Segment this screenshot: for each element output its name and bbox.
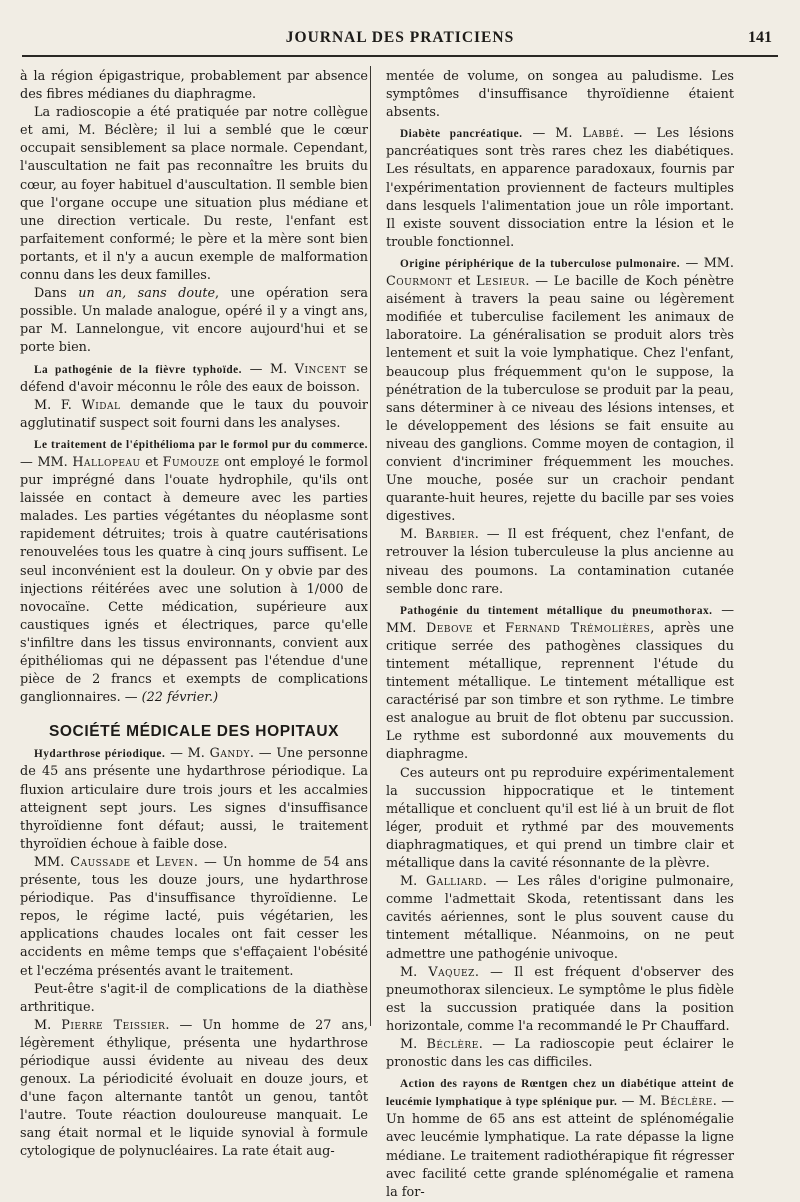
author-name: Widal (81, 397, 121, 413)
author-name: Vaquez (428, 964, 475, 980)
paragraph: M. Galliard. — Les râles d'origine pulmonaire, comme l'admettait Skoda, retentissant dans les cavités aériennes, sont le plus souvent cause du tintement métallique. Néanmoins, on ne peut admettre une pathogénie univoque. (386, 874, 734, 962)
paragraph: Ces auteurs ont pu reproduire expérimentalement la succussion hippocratique et le tintement métallique et concluent qu'il est lié à un bruit de flot léger, produit et rythmé par des mouvements diaphragmatiques, et qui prend un timbre clair et métallique dans la cavité résonnante de la plèvre. (386, 765, 734, 872)
author-name: Vincent (294, 361, 347, 377)
paragraph: M. Vaquez. — Il est fréquent d'observer des pneumothorax silencieux. Le symptôme le plus fidèle est la succussion pratiquée dans la position horizontale, comme l'a recommandé le Pr Chauffard. (386, 964, 734, 1034)
article-heading: La pathogénie de la fièvre typhoïde. (34, 363, 242, 376)
article-diabete: Diabète pancréatique. — M. Labbé. — Les lésions pancréatiques sont très rares chez les diabétiques. Les résultats, en apparence paradoxaux, fournis par l'expérimentation proviennent de facteurs multiples dans lesquels l'alimentation joue un rôle important. Il existe souvent dissociation entre la lésion et le trouble fonctionnel. (386, 126, 734, 250)
article-heading: Hydarthrose périodique. (34, 748, 166, 761)
right-column (386, 68, 734, 1202)
article-tuberculose: Origine périphérique de la tuberculose pulmonaire. — MM. Courmont et Lesieur. — Le bacille de Koch pénètre aisément à travers la peau saine ou légèrement modifiée et tuberculise facilement les animaux de laboratoire. La généralisation se produit alors très lentement et suit la voie lymphatique. Chez l'enfant, beaucoup plus fréquemment qu'on le suppose, la pénétration de la tuberculose se produit par la peau, sans déterminer à ce niveau des lésions intenses, et le développement des lésions se fait ensuite au niveau des ganglions. Comme moyen de contagion, il convient d'incriminer fréquemment les mouches. Une mouche, posée sur un crachoir pendant quarante-huit heures, rejette du bacille par ses voies digestives. (386, 255, 734, 525)
article-heading: Origine périphérique de la tuberculose pulmonaire. (400, 257, 681, 270)
paragraph: M. Pierre Teissier. — Un homme de 27 ans, légèrement éthylique, présenta une hydarthrose périodique aussi évidente au niveau des deux genoux. La périodicité évoluait en douze jours, et d'une façon alternante tantôt un genou, tantôt l'autre. Toute réaction douloureuse manquait. Le sang était normal et le liquide synovial à formule cytologique de polynucléaires. La rate était aug- (20, 1017, 368, 1160)
paragraph: M. Béclère. — La radioscopie peut éclairer le pronostic dans les cas difficiles. (386, 1036, 734, 1071)
author-name: Béclère (660, 1094, 713, 1110)
author-name: Lesieur (476, 274, 526, 290)
author-name: Barbier (425, 527, 475, 543)
author-name: Hallopeau (72, 454, 141, 470)
article-heading: Diabète pancréatique. (400, 128, 523, 141)
section-title: SOCIÉTÉ MÉDICALE DES HOPITAUX (48, 723, 340, 741)
article-hydarthrose: Hydarthrose périodique. — M. Gandy. — Une personne de 45 ans présente une hydarthrose périodique. La fluxion articulaire dure trois jours et les accalmies atteignent sept jours. Les signes d'insuffisance thyroïdienne font défaut; aussi, le traitement thyroïdien échoue à faible dose. (20, 746, 369, 852)
author-name: Galliard (425, 874, 483, 890)
article-heading: Action des rayons de Rœntgen chez un diabétique atteint de leucémie lymphatique à type splénique pur. (386, 1078, 734, 1109)
paragraph: mentée de volume, on songea au paludisme. Les symptômes d'insuffisance thyroïdienne étaient absents. (386, 69, 734, 121)
article-typhoide: La pathogénie de la fièvre typhoïde. — M. Vincent se défend d'avoir méconnu le rôle des eaux de boisson. (20, 361, 368, 395)
paragraph: M. F. Widal demande que le taux du pouvoir agglutinatif suspect soit fourni dans les analyses. (20, 397, 368, 431)
author-name: Pierre Teissier (61, 1017, 166, 1033)
article-heading: Pathogénie du tintement métallique du pneumothorax. (400, 604, 713, 617)
article-tintement: Pathogénie du tintement métallique du pneumothorax. — MM. Debove et Fernand Trémolières, après une critique serrée des pathogènes classiques du tintement métallique, reprennent l'étude du tintement métallique. Le tintement métallique est caractérisé par son timbre et son rythme. Le timbre est analogue au bruit de flot obtenu par succussion. Le rythme est subordonné aux mouvements du diaphragme. (386, 602, 734, 763)
paragraph: MM. Caussade et Leven. — Un homme de 54 ans présente, tous les douze jours, une hydarthrose périodique. Pas d'insuffisance thyroïdienne. Le repos, le régime lacté, puis végétarien, les applications chaudes locales ont fait cesser les accidents en même temps que s'effaçaient l'obésité et l'eczéma présentés avant le traitement. (20, 854, 369, 979)
date: (22 février.) (141, 690, 219, 706)
author-name: Béclère (426, 1036, 479, 1052)
page-header (22, 27, 778, 57)
journal-title: JOURNAL DES PRATICIENS (285, 29, 515, 46)
author-name: Caussade (70, 854, 131, 870)
author-name: Labbé (582, 126, 620, 142)
article-formol: Le traitement de l'épithélioma par le formol pur du commerce. — MM. Hallopeau et Fumouze ont employé le formol pur imprégné dans l'ouate hydrophile, qu'ils ont laissée en contact à demeure avec les parties malades. Les parties végétantes du néoplasme sont rapidement détruites; trois à quatre cautérisations renouvelées tous les quatre à cinq jours suffisent. Le seul inconvénient est la douleur. On y obvie par des injections réitérées avec une solution à 1/000 de novocaïne. Cette médication, supérieure aux caustiques ignés et électriques, parce qu'elle s'infiltre dans les tissus environnants, convient aux épithéliomas qui ne dépassent pas l'étendue d'une pièce de 2 francs et exempts de complications ganglionnaires. — (22 février.) (20, 438, 368, 706)
author-name: Fumouze (162, 454, 220, 470)
author-name: Courmont (386, 274, 453, 290)
paragraph: M. Barbier. — Il est fréquent, chez l'enfant, de retrouver la lésion tuberculeuse la plus ancienne au niveau des poumons. La contamination cutanée semble donc rare. (386, 527, 734, 597)
paragraph: Peut-être s'agit-il de complications de la diathèse arthritique. (20, 981, 368, 1015)
paragraph: La radioscopie a été pratiquée par notre collègue et ami, M. Béclère; il lui a semblé que le cœur occupait sensiblement sa place normale. Cependant, l'auscultation ne fait pas reconnaître les bruits du cœur, au foyer habituel d'auscultation. Il semble bien que l'organe occupe une situation plus médiane et une direction verticale. Du reste, l'enfant est parfaitement conformé; le père et la mère sont bien portants, et il n'y a aucun exemple de malformation connu dans les deux familles. (20, 105, 368, 284)
article-roentgen: Action des rayons de Rœntgen chez un diabétique atteint de leucémie lymphatique à type splénique pur. — M. Béclère. — Un homme de 65 ans est atteint de splénomégalie avec leucémie lymphatique. La rate dépasse la ligne médiane. Le traitement radiothérapique fit régresser avec facilité cette grande splénomégalie et ramena la for- (386, 1078, 735, 1200)
author-name: Debove (426, 620, 473, 636)
author-name: Gandy (209, 746, 250, 762)
paragraph: à la région épigastrique, probablement par absence des fibres médianes du diaphragme. (20, 69, 368, 103)
article-heading: Le traitement de l'épithélioma par le formol pur du commerce. (34, 438, 368, 451)
author-name: Fernand Trémolières (505, 620, 651, 636)
column-divider (370, 66, 371, 1026)
page-number: 141 (748, 29, 772, 46)
left-column (20, 68, 368, 1162)
author-name: Leven (155, 854, 194, 870)
paragraph: Dans un an, sans doute, une opération sera possible. Un malade analogue, opéré il y a vingt ans, par M. Lannelongue, vit encore aujourd'hui et se porte bien. (20, 286, 368, 356)
